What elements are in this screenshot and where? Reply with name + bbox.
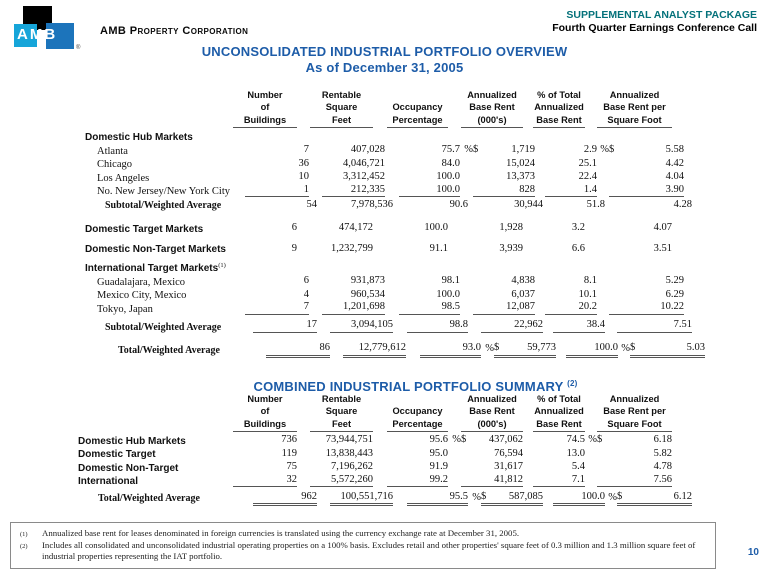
cell-rent-per-sf: 4.42 bbox=[665, 157, 684, 169]
cell-pct-of-total: 20.2 bbox=[535, 301, 609, 315]
cell-square-feet: 3,094,105 bbox=[317, 319, 393, 333]
cell-buildings: 7 bbox=[245, 301, 309, 315]
cell-buildings: 4 bbox=[303, 288, 309, 300]
cell-rent-per-sf: 7.56 bbox=[597, 474, 672, 488]
cell-square-feet: 5,572,260 bbox=[297, 474, 373, 488]
cell-pct-of-total: 100.0 % bbox=[556, 342, 630, 356]
table-row bbox=[78, 433, 692, 447]
row-label: Domestic Target Markets bbox=[85, 223, 204, 235]
column-header-rent-per-sf: Annualized Base Rent per Square Foot bbox=[597, 89, 672, 129]
cell-pct-of-total: 3.2 bbox=[571, 222, 585, 233]
row-label: Subtotal/Weighted Average bbox=[105, 200, 222, 211]
table-row-subtotal bbox=[85, 197, 705, 211]
column-header-base-rent: Annualized Base Rent (000's) bbox=[461, 89, 523, 129]
footnote-1 bbox=[20, 528, 703, 540]
cell-occupancy: 75.7 % bbox=[441, 144, 473, 155]
cell-base-rent: 15,024 bbox=[506, 157, 535, 169]
cell-buildings: 75 bbox=[286, 461, 297, 472]
cell-square-feet: 407,028 bbox=[350, 144, 385, 155]
cell-base-rent: 31,617 bbox=[494, 461, 523, 472]
cell-square-feet: 960,534 bbox=[350, 288, 385, 300]
table-row-total bbox=[85, 341, 705, 356]
cell-rent-per-sf: $ 5.03 bbox=[630, 342, 705, 356]
row-label: Los Angeles bbox=[97, 172, 150, 184]
cell-pct-of-total: 1.4 bbox=[535, 184, 609, 198]
cell-occupancy: 100.0 bbox=[436, 171, 460, 182]
column-header-base-rent: Annualized Base Rent (000's) bbox=[461, 393, 523, 433]
cell-base-rent: 30,944 bbox=[514, 198, 543, 210]
table-row bbox=[85, 274, 705, 288]
cell-base-rent: 1,928 bbox=[499, 222, 523, 233]
cell-square-feet: 1,232,799 bbox=[331, 242, 373, 254]
cell-buildings: 119 bbox=[281, 447, 297, 459]
cell-square-feet: 7,978,536 bbox=[351, 198, 393, 210]
cell-occupancy: 100.0 bbox=[436, 288, 460, 300]
package-header bbox=[552, 9, 757, 35]
row-label: Subtotal/Weighted Average bbox=[105, 321, 222, 333]
row-label: Domestic Non-Target bbox=[78, 462, 179, 474]
table-row bbox=[78, 447, 692, 461]
cell-square-feet: 4,046,721 bbox=[343, 157, 385, 169]
column-header-buildings: Number of Buildings bbox=[233, 393, 297, 433]
cell-buildings: 962 bbox=[253, 491, 317, 505]
table-row bbox=[85, 143, 705, 157]
cell-occupancy: 95.6 % bbox=[429, 434, 461, 445]
table-row bbox=[78, 474, 692, 488]
cell-pct-of-total: 22.4 bbox=[578, 171, 597, 182]
cell-occupancy: 95.0 bbox=[429, 447, 448, 459]
report-title-line2: As of December 31, 2005 bbox=[305, 60, 464, 75]
section-label: Domestic Hub Markets bbox=[85, 132, 193, 143]
cell-occupancy: 99.2 bbox=[373, 474, 461, 488]
cell-occupancy: 98.8 bbox=[393, 319, 481, 333]
footnote-marker: (2) bbox=[20, 543, 28, 550]
cell-buildings: 36 bbox=[298, 157, 309, 169]
table-row bbox=[85, 288, 705, 302]
cell-rent-per-sf: 5.29 bbox=[665, 275, 684, 286]
package-title: SUPPLEMENTAL ANALYST PACKAGE bbox=[566, 9, 757, 21]
table-row bbox=[78, 460, 692, 474]
cell-base-rent: $ 59,773 bbox=[494, 342, 556, 356]
cell-pct-of-total: 100.0 % bbox=[543, 491, 617, 505]
cell-square-feet: 1,201,698 bbox=[309, 301, 385, 315]
package-subtitle: Fourth Quarter Earnings Conference Call bbox=[552, 22, 757, 34]
column-header-buildings: Number of Buildings bbox=[233, 89, 297, 129]
table-row bbox=[85, 129, 705, 143]
company-name: AMB Property Corporation bbox=[100, 25, 249, 37]
cell-occupancy: 84.0 bbox=[441, 157, 460, 169]
cell-rent-per-sf: 4.07 bbox=[653, 222, 672, 233]
cell-buildings: 86 bbox=[266, 342, 330, 356]
row-label: No. New Jersey/New York City bbox=[97, 186, 230, 197]
cell-occupancy: 98.1 bbox=[441, 275, 460, 286]
cell-occupancy: 91.1 bbox=[429, 242, 448, 254]
column-header-square-feet: Rentable Square Feet bbox=[310, 89, 373, 129]
column-header-rent-per-sf: Annualized Base Rent per Square Foot bbox=[597, 393, 672, 433]
footnote-2 bbox=[20, 540, 703, 562]
cell-pct-of-total: 2.9 % bbox=[583, 144, 609, 155]
footnote-ref: (2) bbox=[567, 379, 578, 388]
cell-base-rent: 22,962 bbox=[481, 319, 543, 333]
cell-square-feet: 7,196,262 bbox=[331, 461, 373, 472]
table-row bbox=[85, 301, 705, 315]
cell-square-feet: 100,551,716 bbox=[317, 491, 393, 505]
cell-occupancy: 100.0 bbox=[385, 184, 473, 198]
report-title-line1: UNCONSOLIDATED INDUSTRIAL PORTFOLIO OVERVIEW bbox=[201, 44, 568, 59]
cell-pct-of-total: 8.1 bbox=[583, 275, 597, 286]
cell-rent-per-sf: 4.04 bbox=[665, 171, 684, 182]
cell-rent-per-sf: 10.22 bbox=[609, 301, 684, 315]
row-label: Total/Weighted Average bbox=[118, 344, 220, 356]
cell-buildings: 7 bbox=[303, 144, 309, 155]
cell-rent-per-sf: $ 6.12 bbox=[617, 491, 692, 505]
cell-buildings: 736 bbox=[281, 434, 297, 445]
cell-base-rent: 828 bbox=[473, 184, 535, 198]
cell-buildings: 54 bbox=[306, 198, 317, 210]
footnote-marker: (1) bbox=[20, 531, 28, 538]
logo-wordmark: AMB bbox=[17, 26, 58, 43]
report-title bbox=[0, 44, 769, 76]
table1-column-headers bbox=[85, 88, 705, 128]
cell-pct-of-total: 5.4 bbox=[571, 461, 585, 472]
cell-occupancy: 98.5 bbox=[385, 301, 473, 315]
row-label: Domestic Hub Markets bbox=[78, 435, 186, 447]
table-row bbox=[85, 260, 705, 274]
cell-pct-of-total: 74.5 % bbox=[566, 434, 597, 445]
row-label: Mexico City, Mexico bbox=[97, 290, 187, 301]
table-row bbox=[85, 242, 705, 256]
footnotes-box bbox=[10, 522, 716, 569]
row-label: Domestic Target bbox=[78, 449, 156, 460]
cell-pct-of-total: 6.6 bbox=[571, 242, 585, 254]
cell-base-rent: 12,087 bbox=[473, 301, 535, 315]
column-header-pct-of-total: % of Total Annualized Base Rent bbox=[533, 393, 585, 433]
cell-square-feet: 474,172 bbox=[338, 222, 373, 233]
cell-buildings: 6 bbox=[291, 222, 297, 233]
cell-rent-per-sf: 7.51 bbox=[617, 319, 692, 333]
cell-base-rent: 76,594 bbox=[494, 447, 523, 459]
column-header-square-feet: Rentable Square Feet bbox=[310, 393, 373, 433]
cell-base-rent: $ 1,719 bbox=[473, 144, 535, 155]
cell-base-rent: 13,373 bbox=[506, 171, 535, 182]
cell-occupancy: 93.0 % bbox=[406, 342, 494, 356]
cell-pct-of-total: 7.1 bbox=[523, 474, 597, 488]
table2-title: COMBINED INDUSTRIAL PORTFOLIO SUMMARY $^{(2)}$ bbox=[253, 379, 578, 394]
cell-square-feet: 212,335 bbox=[309, 184, 385, 198]
cell-occupancy: 91.9 bbox=[429, 461, 448, 472]
cell-base-rent: 6,037 bbox=[511, 288, 535, 300]
row-label: International bbox=[78, 476, 139, 487]
table-row-subtotal bbox=[85, 319, 705, 333]
cell-base-rent: 41,812 bbox=[461, 474, 523, 488]
cell-occupancy: 95.5 % bbox=[393, 491, 481, 505]
cell-rent-per-sf: $ 6.18 bbox=[597, 434, 672, 445]
cell-square-feet: 12,779,612 bbox=[330, 342, 406, 356]
cell-rent-per-sf: 5.82 bbox=[653, 447, 672, 459]
combined-portfolio-table bbox=[78, 392, 692, 504]
cell-base-rent: 4,838 bbox=[511, 275, 535, 286]
table-row bbox=[85, 221, 705, 235]
row-label: Chicago bbox=[97, 159, 132, 170]
table-row-total bbox=[78, 489, 692, 504]
row-label: Guadalajara, Mexico bbox=[97, 276, 186, 288]
cell-pct-of-total: 51.8 bbox=[586, 198, 605, 210]
column-header-pct-of-total: % of Total Annualized Base Rent bbox=[533, 89, 585, 129]
table-row bbox=[85, 157, 705, 171]
cell-square-feet: 73,944,751 bbox=[325, 434, 373, 445]
cell-square-feet: 13,838,443 bbox=[325, 447, 373, 459]
cell-rent-per-sf: $ 5.58 bbox=[609, 144, 684, 155]
cell-buildings: 10 bbox=[298, 171, 309, 182]
column-header-occupancy: Occupancy Percentage bbox=[387, 101, 448, 128]
section-label: International Target Markets$^{(1)}$ bbox=[85, 262, 226, 274]
cell-square-feet: 3,312,452 bbox=[343, 171, 385, 182]
cell-buildings: 32 bbox=[233, 474, 297, 488]
cell-rent-per-sf: 6.29 bbox=[665, 288, 684, 300]
row-label: Total/Weighted Average bbox=[98, 493, 200, 504]
column-header-occupancy: Occupancy Percentage bbox=[387, 405, 448, 432]
row-label: Tokyo, Japan bbox=[97, 303, 153, 315]
cell-occupancy: 90.6 bbox=[449, 198, 468, 210]
cell-buildings: 1 bbox=[245, 184, 309, 198]
cell-base-rent: $ 587,085 bbox=[481, 491, 543, 505]
cell-occupancy: 100.0 bbox=[424, 222, 448, 233]
table2-column-headers bbox=[78, 392, 692, 432]
cell-rent-per-sf: 4.28 bbox=[673, 198, 692, 210]
row-label: Atlanta bbox=[97, 145, 128, 157]
cell-buildings: 6 bbox=[303, 275, 309, 286]
cell-pct-of-total: 25.1 bbox=[578, 157, 597, 169]
cell-pct-of-total: 38.4 bbox=[543, 319, 617, 333]
cell-square-feet: 931,873 bbox=[350, 275, 385, 286]
cell-base-rent: 3,939 bbox=[499, 242, 523, 254]
cell-rent-per-sf: 3.51 bbox=[653, 242, 672, 254]
footnote-text: Annualized base rent for leases denominated in foreign currencies is translated using the currency exchange rate at December 31, 2005. bbox=[42, 528, 520, 538]
unconsolidated-portfolio-table bbox=[85, 88, 705, 356]
cell-rent-per-sf: 4.78 bbox=[653, 461, 672, 472]
footnote-ref: (1) bbox=[218, 262, 226, 269]
table-row bbox=[85, 184, 705, 198]
registered-trademark-icon: ® bbox=[76, 45, 81, 51]
page-number: 10 bbox=[747, 547, 759, 558]
cell-buildings: 17 bbox=[253, 319, 317, 333]
cell-pct-of-total: 10.1 bbox=[578, 288, 597, 300]
footnote-text: Includes all consolidated and unconsolidated industrial operating properties on a 100% basis. Excludes retail and other properties' square feet of 0.3 million and 1.3 million square feet of industrial properties representing the IAT portfolio. bbox=[42, 540, 696, 561]
cell-pct-of-total: 13.0 bbox=[566, 447, 585, 459]
table-row bbox=[85, 170, 705, 184]
row-label: Domestic Non-Target Markets bbox=[85, 244, 226, 255]
cell-base-rent: $ 437,062 bbox=[461, 434, 523, 445]
cell-buildings: 9 bbox=[291, 242, 297, 254]
cell-rent-per-sf: 3.90 bbox=[609, 184, 684, 198]
